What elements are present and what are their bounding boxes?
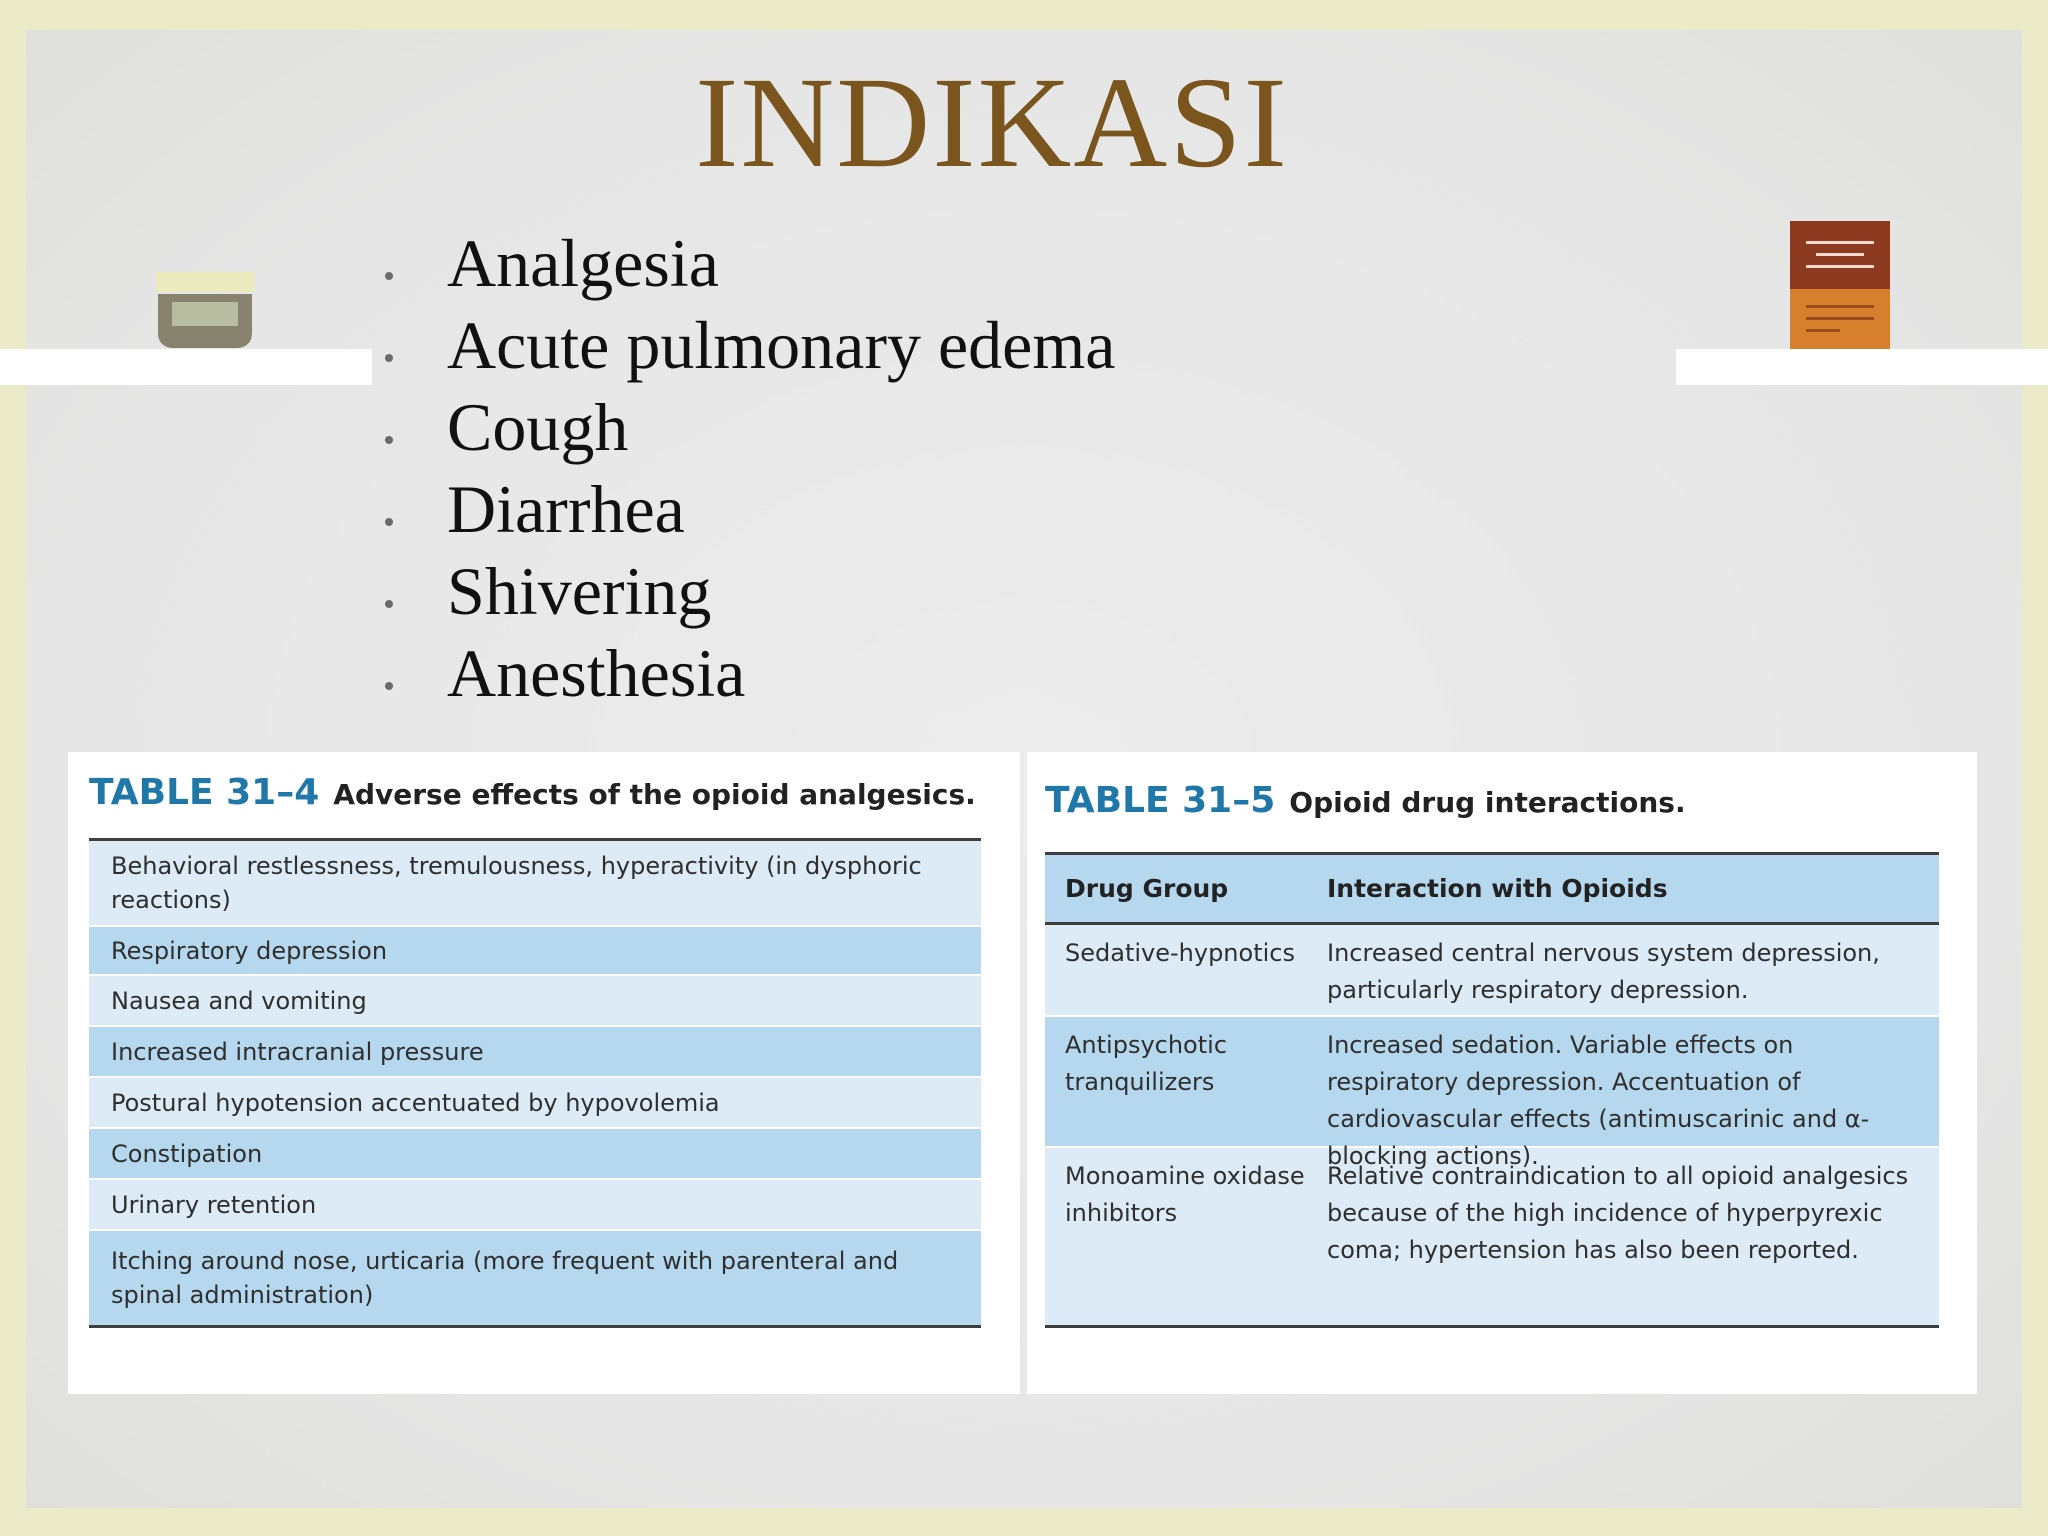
bullet-dot	[385, 518, 393, 526]
drug-group-cell: Monoamine oxidase inhibitors	[1065, 1162, 1305, 1227]
indication-list	[375, 222, 1115, 714]
book-line	[1816, 253, 1864, 256]
list-item-text: Diarrhea	[447, 471, 685, 547]
bullet-dot	[385, 600, 393, 608]
column-header: Drug Group	[1065, 874, 1229, 903]
list-item-text: Analgesia	[447, 225, 719, 301]
table-cell: Increased intracranial pressure	[111, 1037, 484, 1066]
table-row	[1045, 925, 1939, 1017]
table-row	[89, 1180, 981, 1231]
right-shelf	[1676, 349, 2048, 385]
table-header-row	[1045, 855, 1939, 925]
table-cell: Itching around nose, urticaria (more frequent with parenteral and spinal administration)	[111, 1247, 899, 1309]
slide-title: INDIKASI	[695, 51, 1289, 195]
list-item	[375, 468, 1115, 550]
table-row	[89, 1129, 981, 1180]
column-header: Interaction with Opioids	[1327, 874, 1668, 903]
table-number: TABLE 31–4	[89, 772, 320, 813]
book-bottom	[1790, 289, 1890, 349]
books-icon	[1790, 221, 1890, 349]
list-item-text: Shivering	[447, 553, 712, 629]
table-caption: Opioid drug interactions.	[1289, 786, 1686, 819]
table-row	[89, 1231, 981, 1325]
table-heading	[89, 772, 976, 813]
list-item-text: Acute pulmonary edema	[447, 307, 1116, 383]
list-item	[375, 304, 1115, 386]
table-cell: Nausea and vomiting	[111, 986, 367, 1015]
list-item	[375, 386, 1115, 468]
bullet-dot	[385, 436, 393, 444]
book-line	[1806, 329, 1840, 332]
left-shelf	[0, 349, 372, 385]
table-body	[89, 838, 981, 1328]
table-row	[89, 1078, 981, 1129]
drug-interactions-table	[1027, 752, 1977, 1394]
book-line	[1806, 265, 1874, 268]
table-cell: Behavioral restlessness, tremulousness, hyperactivity (in dysphoric reactions)	[111, 852, 922, 914]
jar-lid	[156, 272, 254, 292]
table-row	[89, 841, 981, 927]
list-item-text: Cough	[447, 389, 629, 465]
drug-group-cell: Antipsychotic tranquilizers	[1065, 1031, 1228, 1096]
table-caption: Adverse effects of the opioid analgesics.	[333, 778, 976, 811]
table-cell: Constipation	[111, 1139, 263, 1168]
table-cell: Postural hypotension accentuated by hypovolemia	[111, 1088, 720, 1117]
table-row	[89, 927, 981, 976]
drug-group-cell: Sedative-hypnotics	[1065, 939, 1295, 967]
book-line	[1806, 317, 1874, 320]
table-cell: Urinary retention	[111, 1190, 317, 1219]
jar-body	[158, 294, 252, 348]
book-line	[1806, 305, 1874, 308]
list-item-text: Anesthesia	[447, 635, 746, 711]
list-item	[375, 222, 1115, 304]
jar-icon	[156, 272, 254, 348]
list-item	[375, 632, 1115, 714]
table-cell: Respiratory depression	[111, 936, 388, 965]
bullet-dot	[385, 682, 393, 690]
table-row	[1045, 1017, 1939, 1170]
table-body	[1045, 852, 1939, 1328]
table-row	[1045, 1148, 1939, 1325]
table-row	[89, 1027, 981, 1078]
interaction-cell: Relative contraindication to all opioid analgesics because of the high incidence of hyperpyrexic coma; hypertension has also been reported.	[1327, 1162, 1909, 1264]
list-item	[375, 550, 1115, 632]
bullet-dot	[385, 272, 393, 280]
table-row	[89, 976, 981, 1027]
adverse-effects-table	[68, 752, 1020, 1394]
table-number: TABLE 31–5	[1045, 780, 1276, 821]
table-heading	[1045, 780, 1686, 821]
interaction-cell: Increased sedation. Variable effects on respiratory depression. Accentuation of cardiovascular effects (antimuscarinic and α-blocking actions).	[1327, 1031, 1870, 1170]
interaction-cell: Increased central nervous system depression, particularly respiratory depression.	[1327, 939, 1880, 1004]
jar-label	[172, 302, 238, 326]
book-top	[1790, 221, 1890, 289]
book-line	[1806, 241, 1874, 244]
bullet-dot	[385, 354, 393, 362]
